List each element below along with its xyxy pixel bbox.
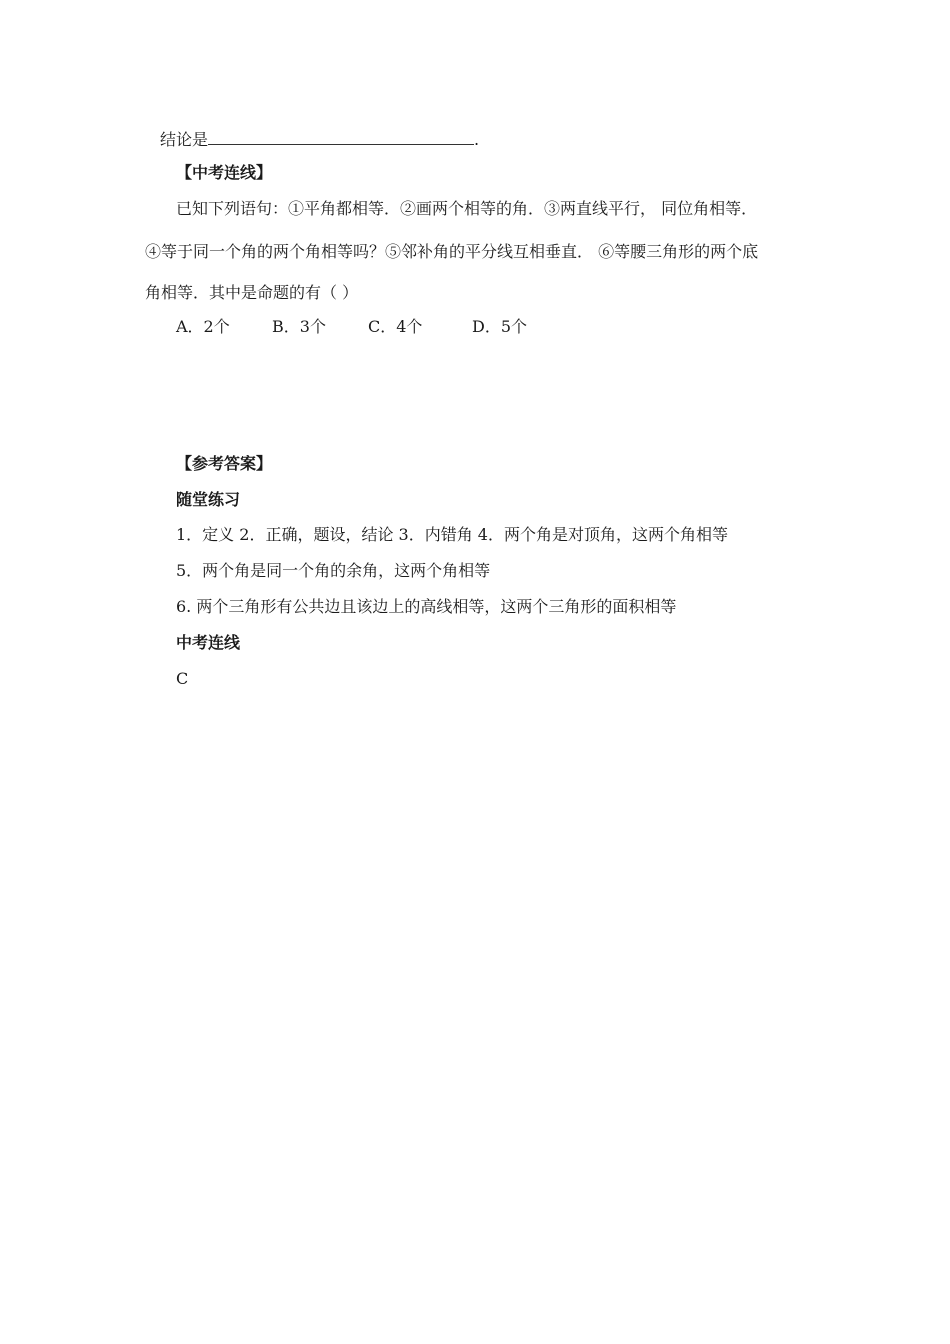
answer-blank: [208, 130, 474, 145]
option-a: A．2个: [176, 317, 230, 336]
conclusion-line: [160, 130, 479, 150]
exam-answer-heading: 中考连线: [176, 633, 241, 652]
practice-answer-3: 6. 两个三角形有公共边且该边上的高线相等，这两个三角形的面积相等: [176, 597, 677, 616]
answers-heading: 【参考答案】: [176, 454, 273, 473]
question-line-2: ④等于同一个角的两个角相等吗？⑤邻补角的平分线互相垂直． ⑥等腰三角形的两个底: [145, 242, 759, 261]
practice-answer-2: 5．两个角是同一个角的余角，这两个角相等: [176, 561, 491, 580]
practice-answer-1: 1．定义 2．正确，题设，结论 3．内错角 4．两个角是对顶角，这两个角相等: [176, 525, 728, 544]
conclusion-label: 结论是: [160, 130, 209, 149]
option-c: C．4个: [368, 317, 423, 336]
practice-heading: 随堂练习: [176, 490, 241, 509]
conclusion-end: .: [474, 130, 480, 149]
question-line-3: 角相等．其中是命题的有（ ）: [145, 283, 359, 302]
option-b: B．3个: [272, 317, 326, 336]
exam-answer: C: [176, 669, 189, 688]
exam-section-heading: 【中考连线】: [176, 163, 273, 182]
question-line-1: 已知下列语句：①平角都相等．②画两个相等的角．③两直线平行， 同位角相等．: [176, 199, 758, 218]
option-d: D．5个: [472, 317, 528, 336]
